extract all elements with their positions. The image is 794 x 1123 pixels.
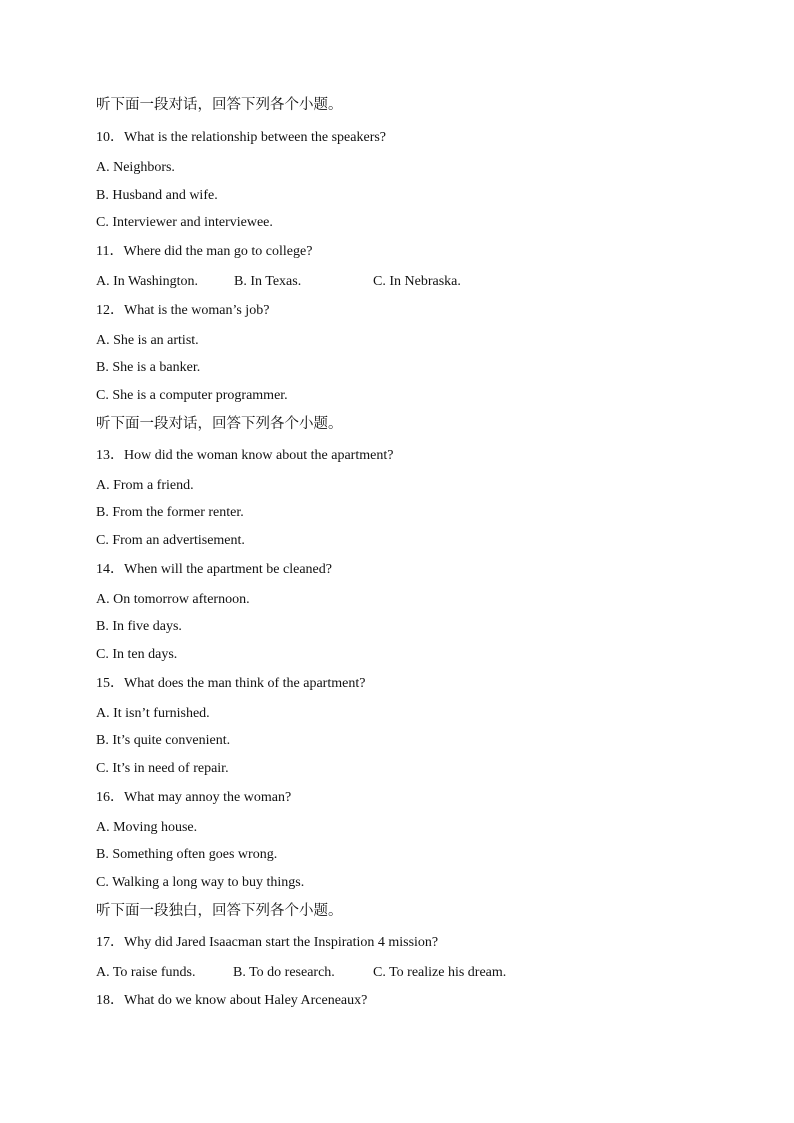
question-11-option-a: A. In Washington.: [96, 274, 199, 289]
section-heading-dialogue-2: 听下面一段对话，回答下列各个小题。: [96, 416, 343, 432]
question-17-option-c: C. To realize his dream.: [373, 965, 507, 980]
question-16-option-a: A. Moving house.: [96, 820, 198, 835]
question-17-stem: 17．Why did Jared Isaacman start the Inspiration 4 mission?: [96, 935, 439, 950]
question-18-stem: 18．What do we know about Haley Arceneaux?: [96, 993, 368, 1008]
question-10-option-a: A. Neighbors.: [96, 160, 175, 175]
question-11-stem: 11．Where did the man go to college?: [96, 244, 313, 259]
question-14-option-b: B. In five days.: [96, 619, 182, 634]
question-17-option-a: A. To raise funds.: [96, 965, 196, 980]
question-13-stem: 13．How did the woman know about the apartment?: [96, 448, 394, 463]
question-15-option-b: B. It’s quite convenient.: [96, 733, 231, 748]
question-13-option-a: A. From a friend.: [96, 478, 194, 493]
question-17-option-b: B. To do research.: [233, 965, 335, 980]
question-12-option-c: C. She is a computer programmer.: [96, 388, 288, 403]
question-16-stem: 16．What may annoy the woman?: [96, 790, 292, 805]
question-14-option-a: A. On tomorrow afternoon.: [96, 592, 250, 607]
question-12-stem: 12．What is the woman’s job?: [96, 303, 270, 318]
question-10-option-c: C. Interviewer and interviewee.: [96, 215, 273, 230]
question-11-option-b: B. In Texas.: [234, 274, 302, 289]
question-12-option-b: B. She is a banker.: [96, 360, 201, 375]
question-15-option-a: A. It isn’t furnished.: [96, 706, 210, 721]
question-14-option-c: C. In ten days.: [96, 647, 178, 662]
question-12-option-a: A. She is an artist.: [96, 333, 199, 348]
question-10-stem: 10．What is the relationship between the speakers?: [96, 130, 387, 145]
question-16-option-c: C. Walking a long way to buy things.: [96, 875, 305, 890]
question-16-option-b: B. Something often goes wrong.: [96, 847, 278, 862]
question-13-option-b: B. From the former renter.: [96, 505, 244, 520]
question-14-stem: 14．When will the apartment be cleaned?: [96, 562, 332, 577]
question-15-stem: 15．What does the man think of the apartment?: [96, 676, 366, 691]
section-heading-monologue: 听下面一段独白，回答下列各个小题。: [96, 903, 343, 919]
question-13-option-c: C. From an advertisement.: [96, 533, 245, 548]
question-10-option-b: B. Husband and wife.: [96, 188, 218, 203]
question-15-option-c: C. It’s in need of repair.: [96, 761, 229, 776]
question-11-option-c: C. In Nebraska.: [373, 274, 461, 289]
section-heading-dialogue-1: 听下面一段对话，回答下列各个小题。: [96, 97, 343, 113]
